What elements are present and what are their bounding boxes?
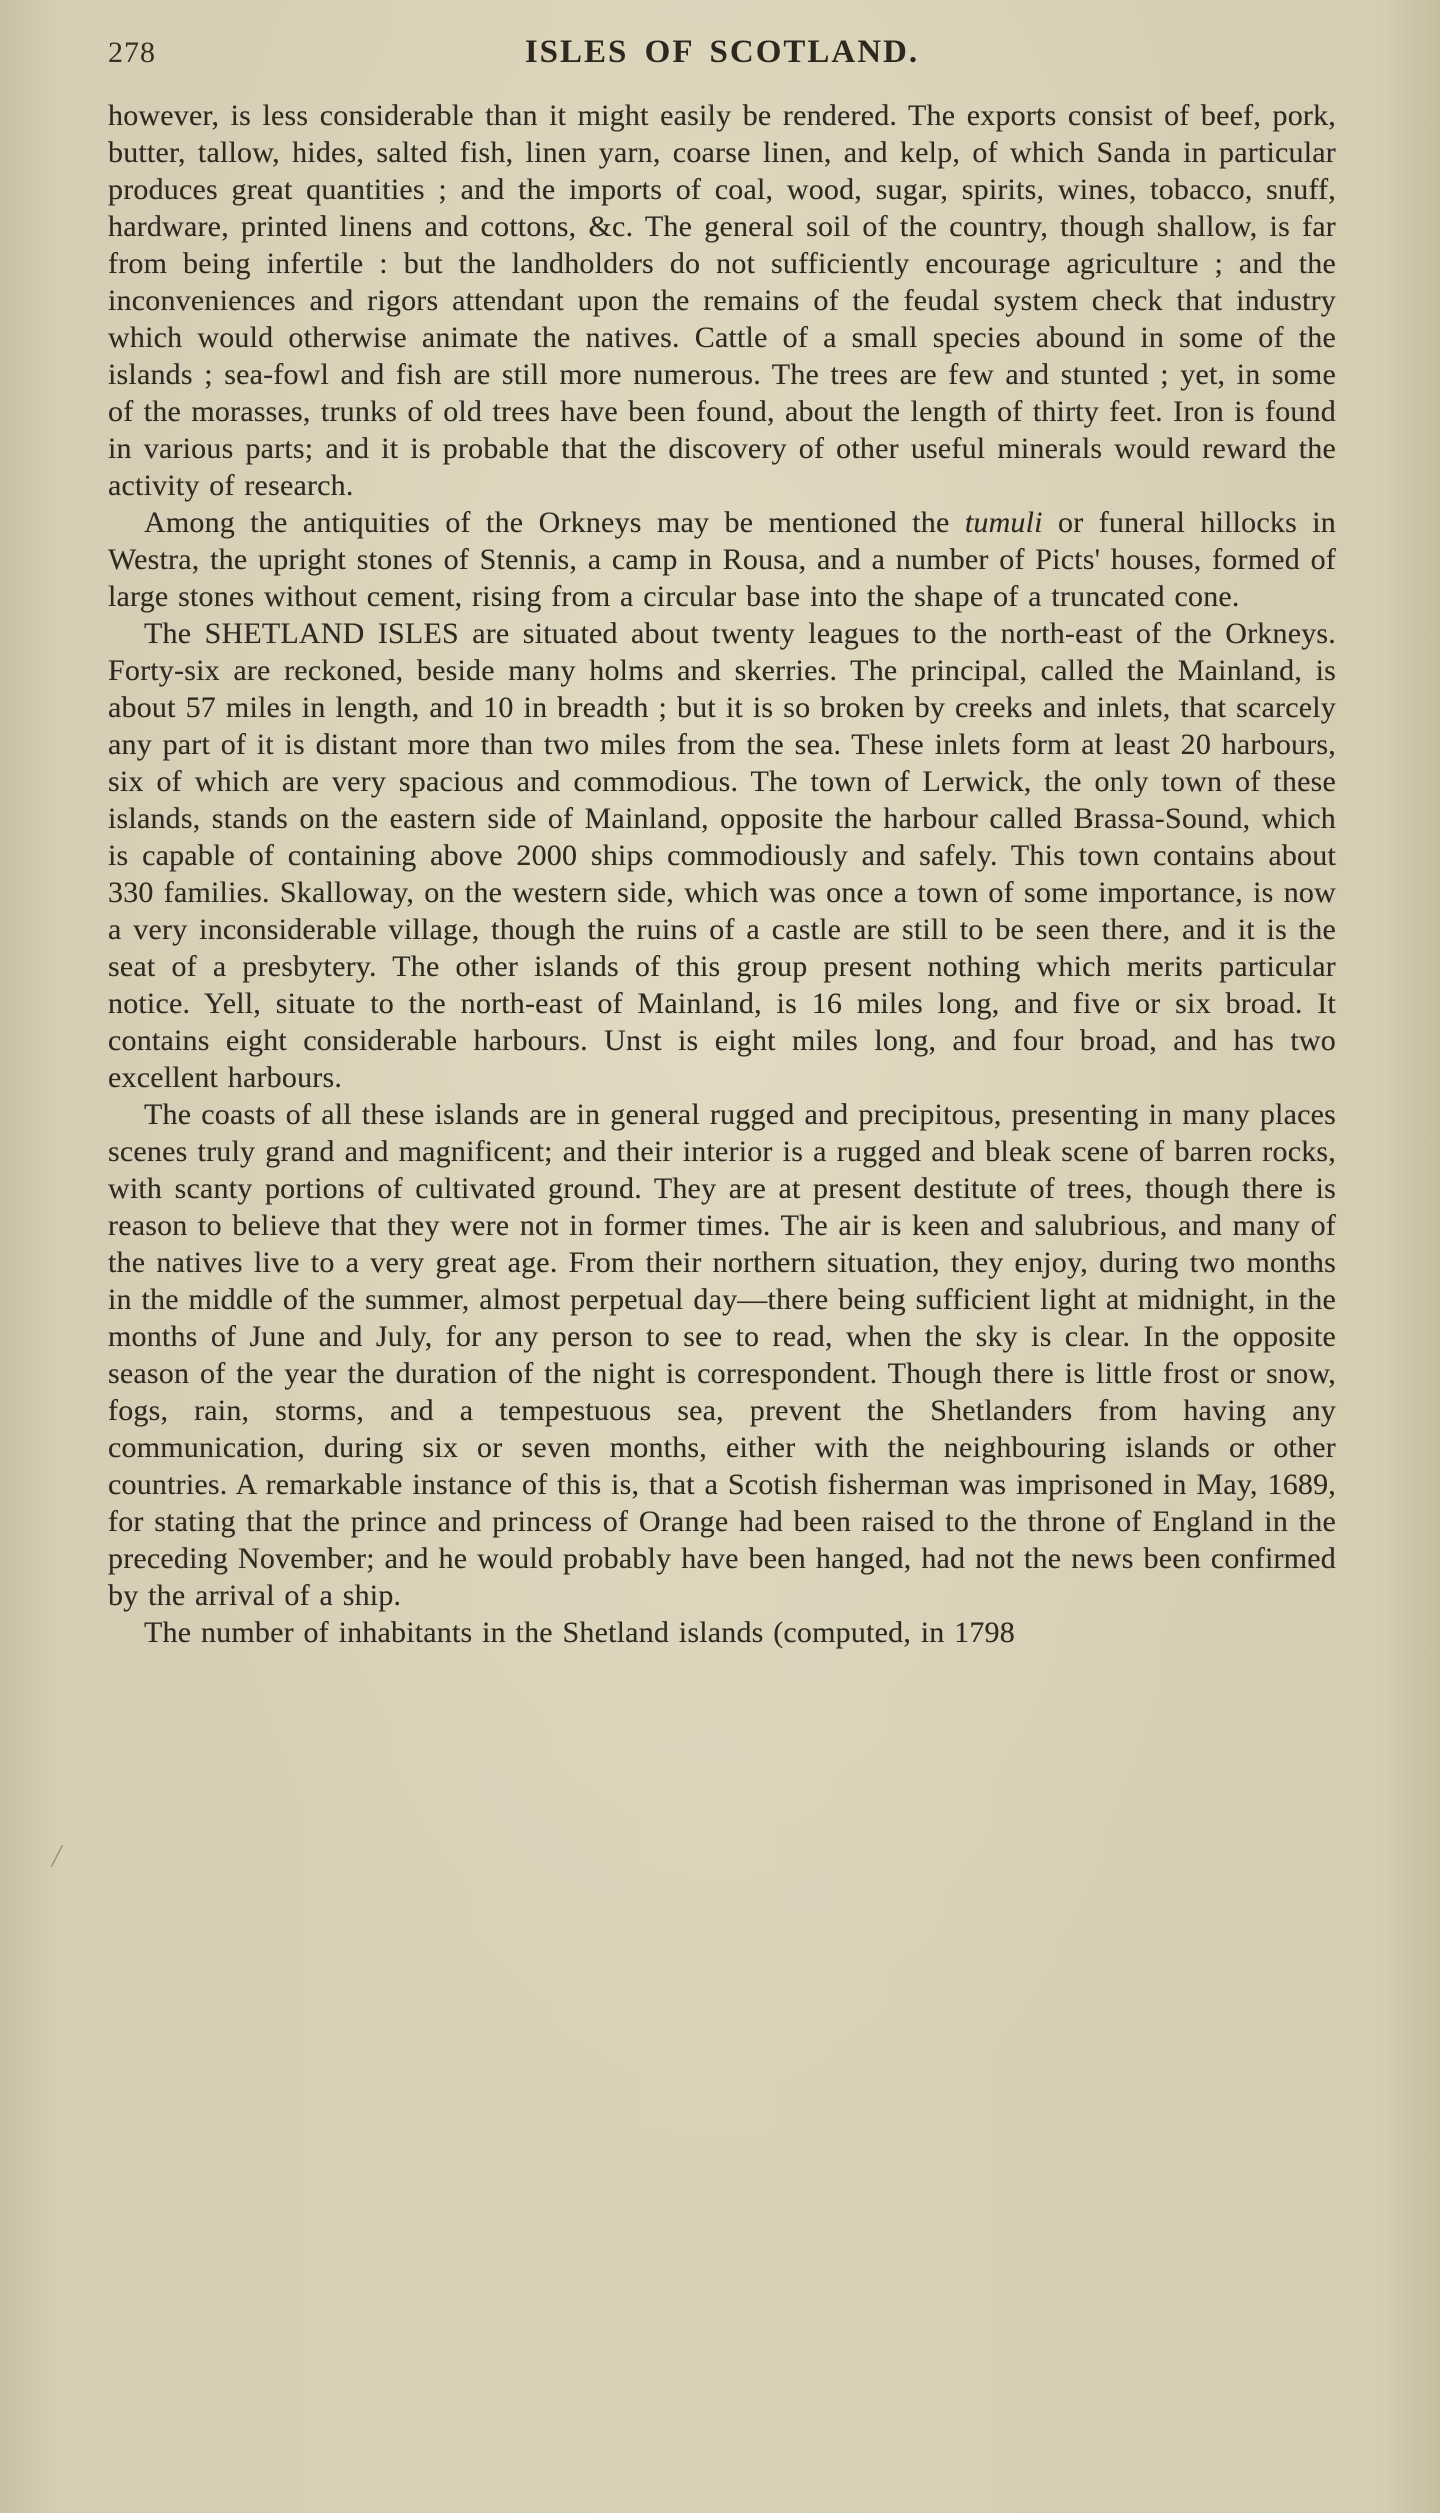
text-run: The number of inhabitants in the Shetland islands (computed, in 1798 [144,1616,1015,1649]
text-run: or funeral hillocks in Westra, the upright stones of Stennis, a camp in Rousa, and a number of Picts' houses, formed of large stones without cement, rising from a circular base into the shape of a truncated cone. [108,506,1336,613]
paragraph [108,1614,1336,1651]
text-run: Among the antiquities of the Orkneys may be mentioned the [144,506,965,539]
text-block [108,97,1336,1651]
italic-text-run: tumuli [964,506,1043,539]
pencil-mark: / [49,1837,65,1876]
paragraph [108,615,1336,1096]
paragraph [108,1096,1336,1614]
paragraph [108,504,1336,615]
text-run: however, is less considerable than it might easily be rendered. The exports consist of beef, pork, butter, tallow, hides, salted fish, linen yarn, coarse linen, and kelp, of which Sanda in particular produces great quantities ; and the imports of coal, wood, sugar, spirits, wines, tobacco, snuff, hardware, printed linens and cottons, &c. The general soil of the country, though shallow, is far from being infertile : but the landholders do not sufficiently encourage agriculture ; and the inconveniences and rigors attendant upon the remains of the feudal system check that industry which would otherwise animate the natives. Cattle of a small species abound in some of the islands ; sea-fowl and fish are still more numerous. The trees are few and stunted ; yet, in some of the morasses, trunks of old trees have been found, about the length of thirty feet. Iron is found in various parts; and it is probable that the discovery of other useful minerals would reward the activity of research. [108,99,1336,502]
running-title: ISLES OF SCOTLAND. [524,34,920,70]
page-header [108,34,1336,71]
text-run: The coasts of all these islands are in general rugged and precipitous, presenting in many places scenes truly grand and magnificent; and their interior is a rugged and bleak scene of barren rocks, with scanty portions of cultivated ground. They are at present destitute of trees, though there is reason to believe that they were not in former times. The air is keen and salubrious, and many of the natives live to a very great age. From their northern situation, they enjoy, during two months in the middle of the summer, almost perpetual day—there being sufficient light at midnight, in the months of June and July, for any person to see to read, when the sky is clear. In the opposite season of the year the duration of the night is correspondent. Though there is little frost or snow, fogs, rain, storms, and a tempestuous sea, prevent the Shetlanders from having any communication, during six or seven months, either with the neighbouring islands or other countries. A remarkable instance of this is, that a Scotish fisherman was imprisoned in May, 1689, for stating that the prince and princess of Orange had been raised to the throne of England in the preceding November; and he would probably have been hanged, had not the news been confirmed by the arrival of a ship. [108,1098,1336,1612]
paragraph [108,97,1336,504]
page-number: 278 [108,36,156,69]
text-run: The SHETLAND ISLES are situated about twenty leagues to the north-east of the Orkneys. Forty-six are reckoned, beside many holms and skerries. The principal, called the Mainland, is about 57 miles in length, and 10 in breadth ; but it is so broken by creeks and inlets, that scarcely any part of it is distant more than two miles from the sea. These inlets form at least 20 harbours, six of which are very spacious and commodious. The town of Lerwick, the only town of these islands, stands on the eastern side of Mainland, opposite the harbour called Brassa-Sound, which is capable of containing above 2000 ships commodiously and safely. This town contains about 330 families. Skalloway, on the western side, which was once a town of some importance, is now a very inconsiderable village, though the ruins of a castle are still to be seen there, and it is the seat of a presbytery. The other islands of this group present nothing which merits particular notice. Yell, situate to the north-east of Mainland, is 16 miles long, and five or six broad. It contains eight considerable harbours. Unst is eight miles long, and four broad, and has two excellent harbours. [108,617,1336,1094]
